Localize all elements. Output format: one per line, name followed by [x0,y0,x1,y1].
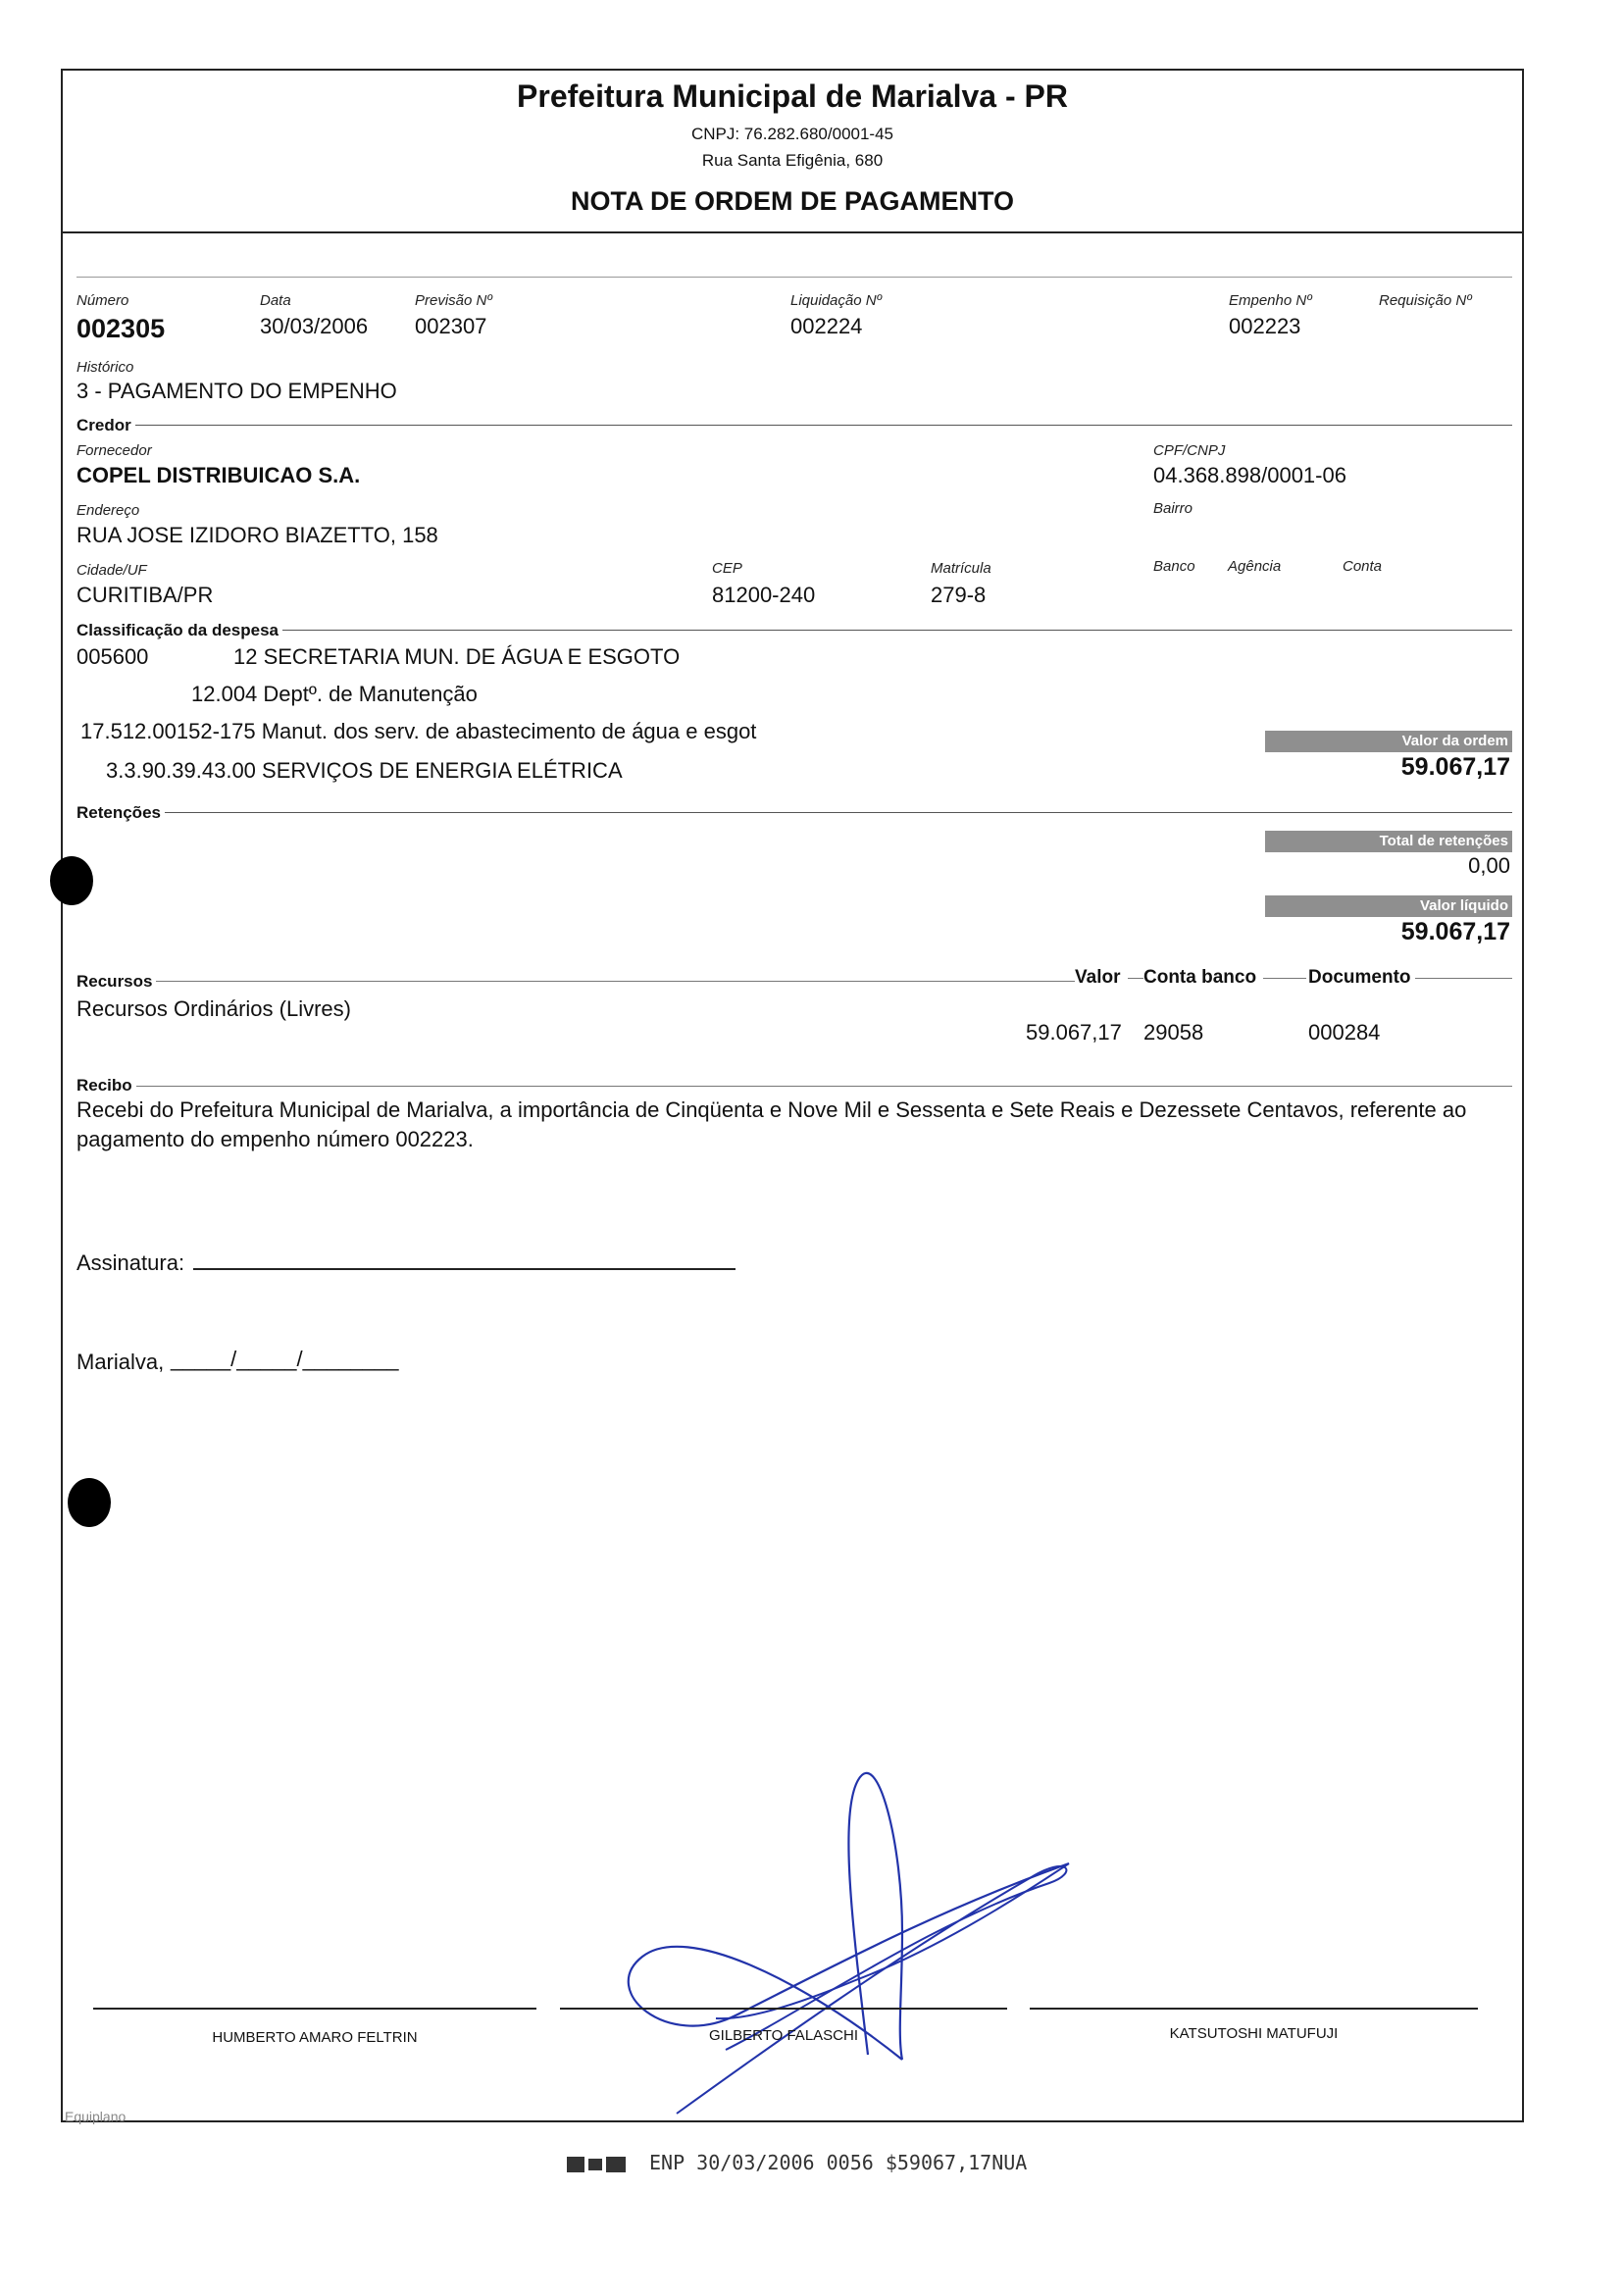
matricula-value: 279-8 [931,583,987,607]
previsao-label: Previsão Nº [415,292,492,309]
cidade-label: Cidade/UF [76,562,147,579]
cpf-value: 04.368.898/0001-06 [1153,463,1346,487]
date-blank[interactable]: _____/_____/________ [171,1347,399,1371]
recursos-conta-label: Conta banco [1143,967,1260,989]
cep-value: 81200-240 [712,583,816,607]
municipality-title: Prefeitura Municipal de Marialva - PR [517,78,1068,114]
recibo-section: Recibo [76,1076,136,1096]
numero-value: 002305 [76,314,166,343]
numero-label: Número [76,292,129,309]
recibo-rule [76,1086,1512,1087]
recursos-section: Recursos [76,972,156,992]
bank-authentication-stamp: ENP 30/03/2006 0056 $59067,17NUA [649,2151,1028,2174]
recursos-valor: 59.067,17 [1026,1020,1122,1045]
recursos-documento: 000284 [1308,1020,1381,1045]
signature-line-1 [93,2008,536,2010]
punch-hole [50,856,93,905]
classificacao-section: Classificação da despesa [76,621,282,640]
classificacao-rule [76,630,1512,631]
signature-line-3 [1030,2008,1478,2010]
recursos-rule-right [1414,978,1512,979]
recursos-valor-label: Valor [1075,967,1124,989]
previsao-value: 002307 [415,314,487,338]
retencoes-rule [76,812,1512,813]
valor-liquido-label: Valor líquido [1265,895,1512,917]
cpf-label: CPF/CNPJ [1153,442,1226,459]
document-title: NOTA DE ORDEM DE PAGAMENTO [570,186,1014,216]
municipality-cnpj: CNPJ: 76.282.680/0001-45 [690,125,894,143]
credor-section: Credor [76,416,135,435]
punch-hole [68,1478,111,1527]
classificacao-code: 005600 [76,644,149,669]
valor-ordem-value: 59.067,17 [1400,753,1510,781]
matricula-label: Matrícula [931,560,991,577]
requisicao-label: Requisição Nº [1379,292,1472,309]
recursos-conta: 29058 [1143,1020,1204,1045]
empenho-label: Empenho Nº [1229,292,1312,309]
cidade-value: CURITIBA/PR [76,583,214,607]
recursos-descricao: Recursos Ordinários (Livres) [76,996,351,1021]
recursos-rule-left [76,981,1077,982]
retencoes-section: Retenções [76,803,165,823]
conta-label: Conta [1343,558,1383,575]
classificacao-line1: 12 SECRETARIA MUN. DE ÁGUA E ESGOTO [233,644,681,669]
handwritten-signature [608,1756,1098,2128]
classificacao-line4: 3.3.90.39.43.00 SERVIÇOS DE ENERGIA ELÉTRICA [106,758,623,783]
historico-value: 3 - PAGAMENTO DO EMPENHO [76,379,397,403]
empenho-value: 002223 [1229,314,1301,338]
data-value: 30/03/2006 [260,314,369,338]
endereco-label: Endereço [76,502,140,519]
recibo-text: Recebi do Prefeitura Municipal de Marialva, a importância de Cinqüenta e Nove Mil e Sessenta e Sete Reais e Dezessete Centavos, referente ao pagamento do empenho número 002223. [76,1097,1467,1151]
liquidacao-label: Liquidação Nº [790,292,883,309]
endereco-value: RUA JOSE IZIDORO BIAZETTO, 158 [76,523,438,547]
header-separator [61,231,1524,233]
valor-liquido-value: 59.067,17 [1400,918,1510,945]
municipality-address: Rua Santa Efigênia, 680 [701,151,884,170]
fornecedor-label: Fornecedor [76,442,152,459]
historico-label: Histórico [76,359,134,376]
signatory-3: KATSUTOSHI MATUFUJI [1169,2025,1339,2042]
liquidacao-value: 002224 [790,314,863,338]
bank-logo-icon [567,2154,628,2175]
classificacao-line3: 17.512.00152-175 Manut. dos serv. de abastecimento de água e esgot [80,719,757,743]
total-retencoes-value: 0,00 [1468,853,1510,878]
cep-label: CEP [712,560,742,577]
total-retencoes-label: Total de retenções [1265,831,1512,852]
bairro-label: Bairro [1153,500,1193,517]
signatory-2: GILBERTO FALASCHI [709,2027,858,2044]
banco-label: Banco [1153,558,1195,575]
local-label: Marialva, [76,1350,165,1374]
valor-ordem-label: Valor da ordem [1265,731,1512,752]
fornecedor-value: COPEL DISTRIBUICAO S.A. [76,463,361,487]
signatory-1: HUMBERTO AMARO FELTRIN [212,2029,418,2046]
top-rule [76,277,1512,278]
signature-line-2 [560,2008,1007,2010]
recursos-rule-mid2 [1263,978,1306,979]
data-label: Data [260,292,291,309]
software-mark: Equiplano [65,2109,127,2124]
assinatura-line[interactable] [193,1268,736,1270]
agencia-label: Agência [1228,558,1282,575]
classificacao-line2: 12.004 Deptº. de Manutenção [191,682,478,706]
assinatura-label: Assinatura: [76,1250,185,1275]
credor-rule [76,425,1512,426]
recursos-documento-label: Documento [1308,967,1415,989]
